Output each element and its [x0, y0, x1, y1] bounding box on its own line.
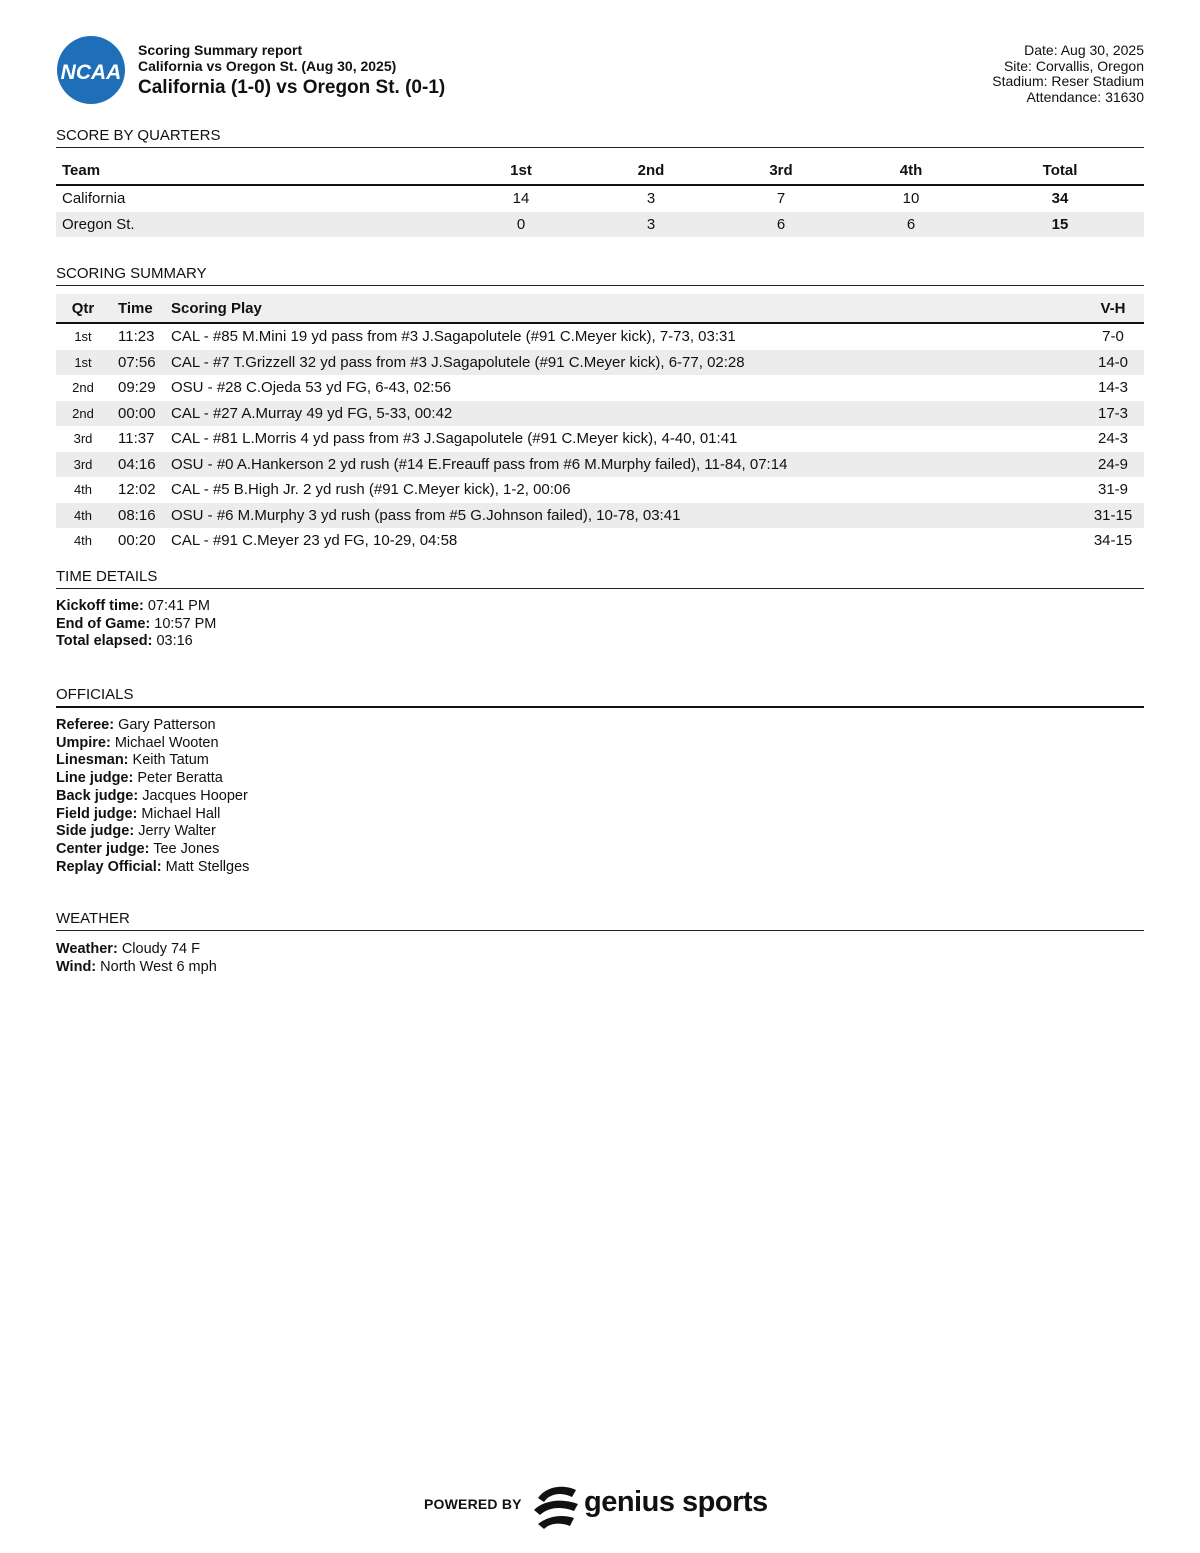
- officials-list: [56, 717, 249, 876]
- play-quarter: 3rd: [73, 431, 93, 447]
- game-attendance: Attendance: 31630: [1026, 88, 1144, 105]
- play-description: OSU - #6 M.Murphy 3 yd rush (pass from #5 G.Johnson failed), 10-78, 03:41: [171, 503, 1082, 529]
- official-role: Center judge:: [56, 840, 150, 857]
- play-description: CAL - #81 L.Morris 4 yd pass from #3 J.Sagapolutele (#91 C.Meyer kick), 4-40, 01:41: [171, 430, 738, 448]
- official-name: Gary Patterson: [118, 717, 216, 733]
- score-by-quarters-title: SCORE BY QUARTERS: [56, 127, 1144, 148]
- scoring-summary-title: SCORING SUMMARY: [56, 265, 1144, 286]
- play-time: 09:29: [118, 379, 156, 397]
- end-line: [56, 616, 216, 634]
- play-description: CAL - #7 T.Grizzell 32 yd pass from #3 J.Sagapolutele (#91 C.Meyer kick), 6-77, 02:28: [171, 350, 1082, 376]
- weather-value: Cloudy 74 F: [121, 941, 200, 957]
- quarter-score: 6: [846, 212, 976, 238]
- time-details-title: TIME DETAILS: [56, 568, 1144, 589]
- table-row: [56, 477, 1144, 503]
- column-header: 2nd: [586, 156, 716, 185]
- quarter-score: 0: [456, 212, 586, 238]
- quarter-score: 7: [776, 190, 786, 208]
- official-name: Jacques Hooper: [142, 787, 248, 804]
- play-time: 11:23: [118, 328, 155, 346]
- play-time: 07:56: [110, 350, 171, 376]
- official-line: [56, 752, 249, 770]
- time-details: [56, 598, 216, 651]
- table-header-row: [56, 294, 1144, 323]
- table-row: [56, 503, 1144, 529]
- wind-value: North West 6 mph: [100, 958, 217, 975]
- play-score: 24-9: [1082, 452, 1144, 478]
- game-site: Site: Corvallis, Oregon: [1003, 57, 1144, 74]
- play-time: 11:37: [118, 430, 155, 448]
- official-role: Replay Official:: [56, 858, 162, 875]
- play-quarter: 4th: [73, 482, 93, 498]
- official-line: [56, 770, 249, 788]
- official-name: Peter Beratta: [137, 770, 223, 787]
- column-header: V-H: [1082, 294, 1144, 323]
- team-name: Oregon St.: [56, 212, 456, 238]
- table-row: [56, 401, 1144, 427]
- genius-sports-brand: genius sports: [584, 1486, 768, 1518]
- kickoff-label: Kickoff time:: [56, 598, 144, 614]
- official-name: Matt Stellges: [165, 858, 250, 875]
- column-header: Scoring Play: [171, 294, 1082, 323]
- official-line: [56, 735, 249, 753]
- quarter-score: 14: [512, 190, 530, 208]
- official-line: [56, 841, 249, 859]
- play-time: 04:16: [110, 452, 171, 478]
- play-time: 12:02: [118, 481, 156, 499]
- matchup-records: California (1-0) vs Oregon St. (0-1): [138, 77, 446, 98]
- quarter-score: 3: [586, 212, 716, 238]
- play-time: 00:00: [110, 401, 171, 427]
- table-row: [56, 185, 1144, 212]
- play-time: 00:20: [118, 532, 156, 550]
- game-info: [992, 43, 1144, 105]
- official-name: Michael Wooten: [114, 734, 219, 751]
- table-row: [56, 452, 1144, 478]
- official-name: Michael Hall: [141, 805, 221, 822]
- officials-title: OFFICIALS: [56, 686, 1144, 708]
- play-description: OSU - #0 A.Hankerson 2 yd rush (#14 E.Freauff pass from #6 M.Murphy failed), 11-84, 07:14: [171, 452, 1082, 478]
- play-quarter: 1st: [56, 350, 110, 376]
- column-header: Total: [976, 156, 1144, 185]
- play-quarter: 1st: [74, 329, 92, 345]
- play-quarter: 2nd: [72, 380, 94, 396]
- score-by-quarters-table: [56, 156, 1144, 237]
- table-row: [56, 212, 1144, 238]
- play-quarter: 4th: [56, 503, 110, 529]
- official-name: Tee Jones: [153, 840, 220, 857]
- wind-line: [56, 959, 217, 977]
- play-score: 7-0: [1102, 328, 1124, 346]
- play-time: 08:16: [110, 503, 171, 529]
- elapsed-line: [56, 633, 216, 651]
- end-value: 10:57 PM: [154, 615, 217, 632]
- play-quarter: 3rd: [56, 452, 110, 478]
- play-score: 14-3: [1097, 379, 1129, 397]
- official-role: Umpire:: [56, 734, 111, 751]
- powered-by-text: POWERED BY: [424, 1496, 522, 1512]
- wind-label: Wind:: [56, 958, 97, 975]
- kickoff-value: 07:41 PM: [147, 598, 210, 614]
- play-score: 14-0: [1082, 350, 1144, 376]
- powered-by-footer: [424, 1478, 784, 1534]
- ncaa-logo-text: NCAA: [60, 61, 122, 84]
- column-header: Time: [110, 294, 171, 323]
- ncaa-logo: [56, 34, 128, 106]
- genius-sports-icon: [530, 1480, 582, 1532]
- play-description: CAL - #85 M.Mini 19 yd pass from #3 J.Sagapolutele (#91 C.Meyer kick), 7-73, 03:31: [171, 328, 736, 346]
- column-header: 4th: [846, 156, 976, 185]
- elapsed-value: 03:16: [156, 633, 193, 650]
- play-description: CAL - #27 A.Murray 49 yd FG, 5-33, 00:42: [171, 401, 1082, 427]
- report-title: Scoring Summary report: [138, 42, 303, 58]
- elapsed-label: Total elapsed:: [56, 633, 153, 650]
- play-quarter: 4th: [73, 533, 93, 549]
- weather-details: [56, 941, 217, 976]
- play-description: CAL - #91 C.Meyer 23 yd FG, 10-29, 04:58: [171, 532, 458, 550]
- play-score: 24-3: [1097, 430, 1129, 448]
- play-score: 31-15: [1082, 503, 1144, 529]
- column-header: Team: [56, 156, 456, 185]
- game-date: Date: Aug 30, 2025: [1024, 42, 1144, 58]
- end-label: End of Game:: [56, 615, 151, 632]
- column-header: 3rd: [716, 156, 846, 185]
- official-role: Side judge:: [56, 823, 135, 840]
- column-header: 1st: [456, 156, 586, 185]
- official-role: Line judge:: [56, 770, 134, 787]
- official-name: Keith Tatum: [132, 752, 209, 769]
- official-line: [56, 859, 249, 877]
- official-role: Back judge:: [56, 787, 139, 804]
- play-score: 17-3: [1082, 401, 1144, 427]
- weather-line: [56, 941, 217, 959]
- matchup-date: California vs Oregon St. (Aug 30, 2025): [138, 58, 397, 74]
- game-stadium: Stadium: Reser Stadium: [992, 73, 1144, 89]
- scoring-summary-table: [56, 294, 1144, 554]
- quarter-score: 6: [716, 212, 846, 238]
- table-row: [56, 528, 1144, 554]
- play-score: 34-15: [1093, 532, 1133, 550]
- weather-label: Weather:: [56, 941, 118, 957]
- kickoff-line: [56, 598, 216, 616]
- official-name: Jerry Walter: [138, 823, 216, 840]
- official-line: [56, 788, 249, 806]
- quarter-score: 10: [902, 190, 920, 208]
- official-role: Field judge:: [56, 805, 138, 822]
- table-row: [56, 350, 1144, 376]
- team-name: California: [62, 190, 126, 208]
- play-description: OSU - #28 C.Ojeda 53 yd FG, 6-43, 02:56: [171, 379, 452, 397]
- report-title-block: [138, 42, 445, 100]
- official-role: Referee:: [56, 717, 115, 733]
- official-line: [56, 806, 249, 824]
- table-header-row: [56, 156, 1144, 185]
- official-role: Linesman:: [56, 752, 129, 769]
- column-header: Qtr: [56, 294, 110, 323]
- quarter-score: 3: [646, 190, 656, 208]
- official-line: [56, 717, 249, 735]
- table-row: [56, 375, 1144, 401]
- total-score: 15: [976, 212, 1144, 238]
- total-score: 34: [1051, 190, 1069, 208]
- play-score: 31-9: [1097, 481, 1129, 499]
- official-line: [56, 823, 249, 841]
- weather-title: WEATHER: [56, 910, 1144, 931]
- play-quarter: 2nd: [56, 401, 110, 427]
- play-description: CAL - #5 B.High Jr. 2 yd rush (#91 C.Meyer kick), 1-2, 00:06: [171, 481, 571, 499]
- table-row: [56, 323, 1144, 350]
- table-row: [56, 426, 1144, 452]
